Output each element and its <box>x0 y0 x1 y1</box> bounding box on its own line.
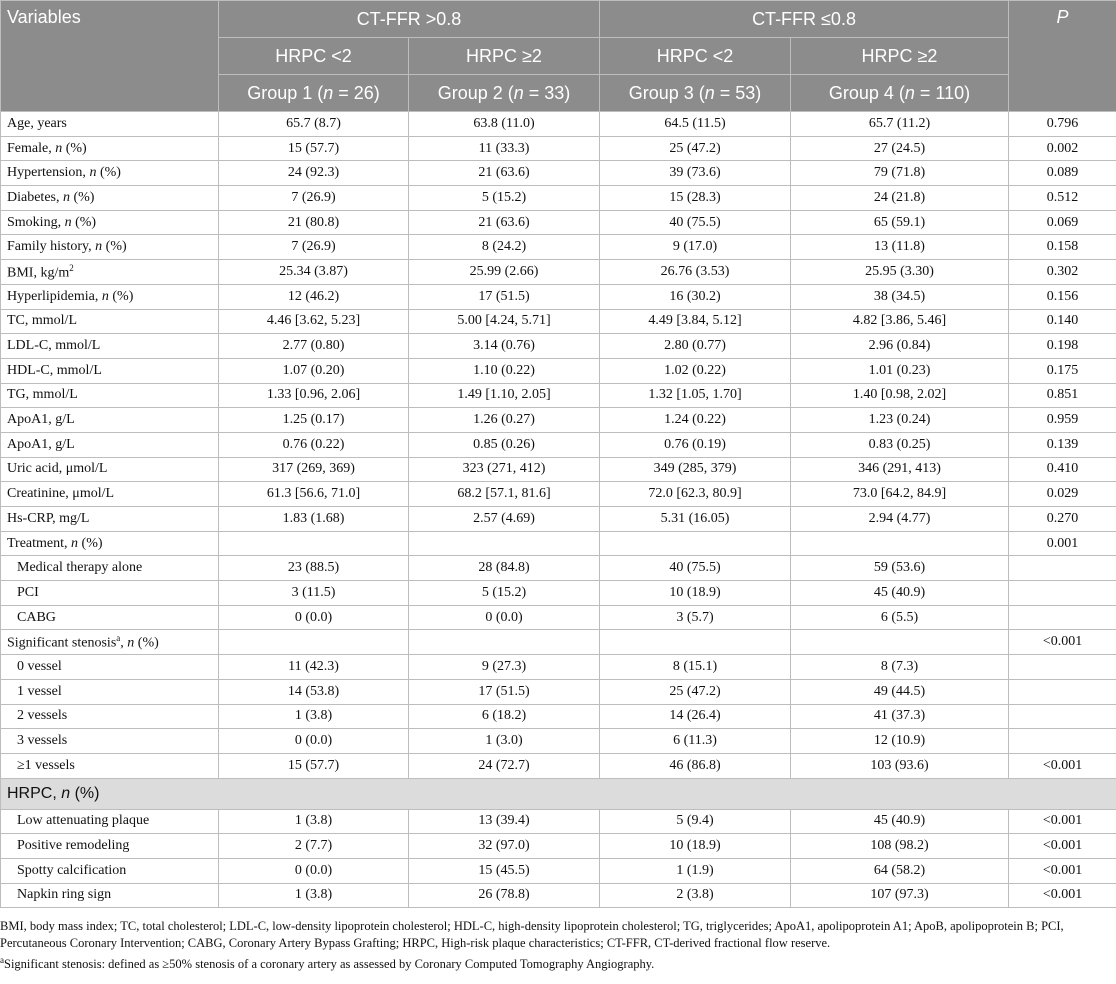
group-2-value: 28 (84.8) <box>409 556 600 581</box>
table-row <box>1 136 1116 161</box>
section-row-hrpc <box>1 778 1116 809</box>
table-row <box>1 432 1116 457</box>
p-value: 0.002 <box>1009 136 1116 161</box>
group-1-value: 1 (3.8) <box>219 809 409 834</box>
group-2-value: 21 (63.6) <box>409 161 600 186</box>
row-label-text: PCI <box>17 584 39 600</box>
row-label <box>1 630 219 655</box>
table-row <box>1 161 1116 186</box>
p-value: 0.069 <box>1009 210 1116 235</box>
group-4-value: 6 (5.5) <box>791 605 1009 630</box>
table-row <box>1 507 1116 532</box>
row-label-text: Female, <box>7 140 56 156</box>
row-label-superscript: 2 <box>69 262 74 273</box>
group-3-value: 46 (86.8) <box>600 753 791 778</box>
hrpc-lt2-header-1: HRPC <2 <box>219 38 409 75</box>
row-label-text: Significant stenosis <box>7 635 117 651</box>
group-1-value: 0 (0.0) <box>219 858 409 883</box>
p-value: <0.001 <box>1009 834 1116 859</box>
group-2-value: 2.57 (4.69) <box>409 507 600 532</box>
group-4-value: 24 (21.8) <box>791 186 1009 211</box>
group-1-header: Group 1 (n = 26) <box>219 75 409 112</box>
group-3-value: 1.02 (0.22) <box>600 358 791 383</box>
row-label-italic: n <box>101 288 109 304</box>
table-row <box>1 186 1116 211</box>
row-label <box>1 358 219 383</box>
table-row <box>1 556 1116 581</box>
row-label <box>1 210 219 235</box>
group-2-value: 1.10 (0.22) <box>409 358 600 383</box>
p-value: 0.140 <box>1009 309 1116 334</box>
row-label-separator: , <box>120 635 128 651</box>
group-1-value: 0 (0.0) <box>219 605 409 630</box>
group-1-value: 0 (0.0) <box>219 729 409 754</box>
group-1-value: 1 (3.8) <box>219 883 409 908</box>
p-value: 0.175 <box>1009 358 1116 383</box>
group-4-value: 8 (7.3) <box>791 655 1009 680</box>
group-3-value: 16 (30.2) <box>600 284 791 309</box>
group-4-value: 64 (58.2) <box>791 858 1009 883</box>
table-row <box>1 729 1116 754</box>
group-2-value: 25.99 (2.66) <box>409 260 600 285</box>
group-4-value: 103 (93.6) <box>791 753 1009 778</box>
row-label <box>1 507 219 532</box>
group-3-value: 4.49 [3.84, 5.12] <box>600 309 791 334</box>
group-1-value: 1.83 (1.68) <box>219 507 409 532</box>
p-value: 0.959 <box>1009 408 1116 433</box>
group-3-value: 25 (47.2) <box>600 679 791 704</box>
group-3-value: 39 (73.6) <box>600 161 791 186</box>
row-label <box>1 112 219 137</box>
group-3-value: 3 (5.7) <box>600 605 791 630</box>
row-label <box>1 334 219 359</box>
group-3-value: 1.32 [1.05, 1.70] <box>600 383 791 408</box>
row-label-text: ≥1 vessels <box>17 757 75 773</box>
group-1-value: 2 (7.7) <box>219 834 409 859</box>
group-4-value: 2.96 (0.84) <box>791 334 1009 359</box>
group-1-value: 12 (46.2) <box>219 284 409 309</box>
p-value: 0.198 <box>1009 334 1116 359</box>
group-3-header: Group 3 (n = 53) <box>600 75 791 112</box>
variables-header: Variables <box>1 1 219 112</box>
section-label-text: HRPC, <box>7 784 62 802</box>
row-label-italic: n <box>55 140 63 156</box>
table-row <box>1 753 1116 778</box>
group-4-header: Group 4 (n = 110) <box>791 75 1009 112</box>
row-label <box>1 704 219 729</box>
group-4-value: 107 (97.3) <box>791 883 1009 908</box>
row-label-superscript: a <box>116 632 121 643</box>
group-3-value: 26.76 (3.53) <box>600 260 791 285</box>
table-body <box>1 112 1116 908</box>
row-label-suffix: (%) <box>96 165 121 181</box>
row-label-text: HDL-C, mmol/L <box>7 362 102 378</box>
row-label-text: TC, mmol/L <box>7 313 77 329</box>
p-value: 0.156 <box>1009 284 1116 309</box>
group-2-value: 1 (3.0) <box>409 729 600 754</box>
group-4-value: 65 (59.1) <box>791 210 1009 235</box>
section-label-italic: n <box>61 784 71 802</box>
row-label-text: ApoA1, g/L <box>7 436 75 452</box>
row-label <box>1 753 219 778</box>
table-row <box>1 383 1116 408</box>
row-label-suffix: (%) <box>69 189 95 205</box>
group-1-value: 23 (88.5) <box>219 556 409 581</box>
row-label-text: 1 vessel <box>17 683 62 699</box>
table-row <box>1 704 1116 729</box>
section-label-suffix: (%) <box>70 784 100 802</box>
p-value: 0.270 <box>1009 507 1116 532</box>
row-label-text: Treatment, <box>7 535 72 551</box>
group-3-value <box>600 531 791 556</box>
group-2-value: 21 (63.6) <box>409 210 600 235</box>
group-2-value <box>409 630 600 655</box>
hrpc-ge2-header-1: HRPC ≥2 <box>409 38 600 75</box>
row-label <box>1 581 219 606</box>
row-label <box>1 284 219 309</box>
row-label-suffix: (%) <box>108 288 134 304</box>
row-label-text: Positive remodeling <box>17 838 130 854</box>
group-2-value <box>409 531 600 556</box>
row-label <box>1 809 219 834</box>
group-4-value <box>791 630 1009 655</box>
group-3-value: 8 (15.1) <box>600 655 791 680</box>
table-row <box>1 210 1116 235</box>
group-3-value: 10 (18.9) <box>600 581 791 606</box>
group-4-value: 73.0 [64.2, 84.9] <box>791 482 1009 507</box>
table-row <box>1 457 1116 482</box>
table-row <box>1 309 1116 334</box>
p-value: <0.001 <box>1009 809 1116 834</box>
group-4-value: 1.01 (0.23) <box>791 358 1009 383</box>
group-2-value: 15 (45.5) <box>409 858 600 883</box>
p-value <box>1009 679 1116 704</box>
p-value: <0.001 <box>1009 630 1116 655</box>
row-label-text: 0 vessel <box>17 658 62 674</box>
group-4-value: 1.23 (0.24) <box>791 408 1009 433</box>
group-1-value: 1.25 (0.17) <box>219 408 409 433</box>
table-row <box>1 605 1116 630</box>
section-label <box>1 778 1116 809</box>
group-3-value: 40 (75.5) <box>600 556 791 581</box>
row-label-text: Low attenuating plaque <box>17 813 150 829</box>
group-2-value: 5 (15.2) <box>409 186 600 211</box>
row-label <box>1 432 219 457</box>
group-1-value: 0.76 (0.22) <box>219 432 409 457</box>
row-label-suffix: (%) <box>78 535 103 551</box>
table-row <box>1 284 1116 309</box>
table-row <box>1 112 1116 137</box>
table-header <box>1 1 1116 112</box>
group-2-value: 6 (18.2) <box>409 704 600 729</box>
row-label <box>1 186 219 211</box>
table-row <box>1 858 1116 883</box>
row-label <box>1 408 219 433</box>
row-label-text: Hs-CRP, mg/L <box>7 510 90 526</box>
group-2-value: 17 (51.5) <box>409 284 600 309</box>
table-row <box>1 334 1116 359</box>
row-label-text: LDL-C, mmol/L <box>7 338 101 354</box>
group-4-value: 45 (40.9) <box>791 581 1009 606</box>
row-label <box>1 161 219 186</box>
table-footnotes <box>0 918 1110 973</box>
group-3-value: 6 (11.3) <box>600 729 791 754</box>
row-label-italic: n <box>95 239 103 255</box>
table-row <box>1 235 1116 260</box>
row-label-text: Diabetes, <box>7 189 63 205</box>
group-1-value: 14 (53.8) <box>219 679 409 704</box>
group-1-value: 15 (57.7) <box>219 753 409 778</box>
table-row <box>1 581 1116 606</box>
group-2-value: 3.14 (0.76) <box>409 334 600 359</box>
row-label <box>1 482 219 507</box>
p-value: 0.158 <box>1009 235 1116 260</box>
row-label-text: Creatinine, μmol/L <box>7 486 115 502</box>
p-value: 0.512 <box>1009 186 1116 211</box>
group-1-value <box>219 531 409 556</box>
group-1-value: 7 (26.9) <box>219 186 409 211</box>
stenosis-footnote: $^a$Significant stenosis: defined as ≥50% stenosis of a coronary artery as assessed by Coronary Computed Tomography Angiography. <box>0 955 655 972</box>
row-label <box>1 679 219 704</box>
row-label-text: CABG <box>17 609 56 625</box>
p-value: <0.001 <box>1009 883 1116 908</box>
group-1-value: 7 (26.9) <box>219 235 409 260</box>
row-label-text: BMI, kg/m <box>7 265 70 281</box>
group-2-value: 24 (72.7) <box>409 753 600 778</box>
hrpc-ge2-header-2: HRPC ≥2 <box>791 38 1009 75</box>
group-2-value: 5 (15.2) <box>409 581 600 606</box>
p-value <box>1009 729 1116 754</box>
group-2-value: 32 (97.0) <box>409 834 600 859</box>
group-2-value: 26 (78.8) <box>409 883 600 908</box>
table-row <box>1 809 1116 834</box>
row-label <box>1 457 219 482</box>
row-label <box>1 605 219 630</box>
row-label-italic: n <box>71 535 79 551</box>
row-label-suffix: (%) <box>134 635 159 651</box>
p-value: 0.139 <box>1009 432 1116 457</box>
p-value: <0.001 <box>1009 858 1116 883</box>
row-label <box>1 655 219 680</box>
p-value <box>1009 581 1116 606</box>
p-value: 0.029 <box>1009 482 1116 507</box>
group-4-value: 27 (24.5) <box>791 136 1009 161</box>
group-1-value: 3 (11.5) <box>219 581 409 606</box>
group-3-value: 0.76 (0.19) <box>600 432 791 457</box>
group-2-header: Group 2 (n = 33) <box>409 75 600 112</box>
row-label <box>1 260 219 285</box>
p-value <box>1009 556 1116 581</box>
group-3-value <box>600 630 791 655</box>
row-label <box>1 531 219 556</box>
group-3-value: 9 (17.0) <box>600 235 791 260</box>
ctffr-high-header: CT-FFR >0.8 <box>219 1 600 38</box>
group-1-value: 25.34 (3.87) <box>219 260 409 285</box>
row-label-text: Family history, <box>7 239 96 255</box>
group-1-value: 4.46 [3.62, 5.23] <box>219 309 409 334</box>
group-2-value: 1.26 (0.27) <box>409 408 600 433</box>
table-row <box>1 630 1116 655</box>
group-3-value: 2.80 (0.77) <box>600 334 791 359</box>
group-3-value: 5 (9.4) <box>600 809 791 834</box>
row-label-suffix: (%) <box>71 214 97 230</box>
row-label <box>1 729 219 754</box>
p-value: 0.796 <box>1009 112 1116 137</box>
group-4-value: 1.40 [0.98, 2.02] <box>791 383 1009 408</box>
group-1-value: 21 (80.8) <box>219 210 409 235</box>
group-1-value: 61.3 [56.6, 71.0] <box>219 482 409 507</box>
row-label-text: TG, mmol/L <box>7 387 78 403</box>
group-4-value: 12 (10.9) <box>791 729 1009 754</box>
row-label-text: Uric acid, μmol/L <box>7 461 108 477</box>
p-value: 0.089 <box>1009 161 1116 186</box>
group-4-value: 4.82 [3.86, 5.46] <box>791 309 1009 334</box>
group-2-value: 323 (271, 412) <box>409 457 600 482</box>
row-label-text: Smoking, <box>7 214 65 230</box>
ctffr-low-header: CT-FFR ≤0.8 <box>600 1 1009 38</box>
p-value: <0.001 <box>1009 753 1116 778</box>
group-1-value <box>219 630 409 655</box>
group-4-value: 49 (44.5) <box>791 679 1009 704</box>
row-label <box>1 235 219 260</box>
group-3-value: 1.24 (0.22) <box>600 408 791 433</box>
row-label-italic: n <box>89 165 97 181</box>
group-3-value: 72.0 [62.3, 80.9] <box>600 482 791 507</box>
p-value <box>1009 605 1116 630</box>
group-1-value: 2.77 (0.80) <box>219 334 409 359</box>
row-label-text: 2 vessels <box>17 708 68 724</box>
group-2-value: 63.8 (11.0) <box>409 112 600 137</box>
group-3-value: 10 (18.9) <box>600 834 791 859</box>
group-2-value: 0 (0.0) <box>409 605 600 630</box>
group-2-value: 68.2 [57.1, 81.6] <box>409 482 600 507</box>
group-3-value: 15 (28.3) <box>600 186 791 211</box>
p-value: 0.410 <box>1009 457 1116 482</box>
row-label <box>1 383 219 408</box>
row-label-italic: n <box>62 189 70 205</box>
row-label-text: Spotty calcification <box>17 862 127 878</box>
group-1-value: 1.33 [0.96, 2.06] <box>219 383 409 408</box>
p-value <box>1009 704 1116 729</box>
group-2-value: 1.49 [1.10, 2.05] <box>409 383 600 408</box>
group-3-value: 14 (26.4) <box>600 704 791 729</box>
row-label <box>1 136 219 161</box>
row-label-italic: n <box>127 635 135 651</box>
group-2-value: 13 (39.4) <box>409 809 600 834</box>
group-3-value: 64.5 (11.5) <box>600 112 791 137</box>
row-label-text: 3 vessels <box>17 733 68 749</box>
row-label-text: Napkin ring sign <box>17 887 112 903</box>
row-label-italic: n <box>64 214 72 230</box>
group-4-value: 346 (291, 413) <box>791 457 1009 482</box>
group-3-value: 40 (75.5) <box>600 210 791 235</box>
group-1-value: 65.7 (8.7) <box>219 112 409 137</box>
group-3-value: 5.31 (16.05) <box>600 507 791 532</box>
group-4-value <box>791 531 1009 556</box>
group-4-value: 79 (71.8) <box>791 161 1009 186</box>
group-4-value: 25.95 (3.30) <box>791 260 1009 285</box>
group-4-value: 45 (40.9) <box>791 809 1009 834</box>
group-3-value: 25 (47.2) <box>600 136 791 161</box>
row-label <box>1 834 219 859</box>
row-label <box>1 309 219 334</box>
p-value: 0.302 <box>1009 260 1116 285</box>
group-4-value: 13 (11.8) <box>791 235 1009 260</box>
row-label-suffix: (%) <box>102 239 127 255</box>
abbreviation-footnote: BMI, body mass index; TC, total cholesterol; LDL-C, low-density lipoprotein cholesterol; HDL-C, high-density lipoprotein cholesterol; TG, triglycerides; ApoA1, apolipoprotein A1; ApoB, apolipoprotein B; PCI, Percutaneous Coronary Intervention; CABG, Coronary Artery Bypass Grafting; HRPC, High-risk plaque characteristics; CT-FFR, CT-derived fractional flow reserve. <box>0 919 1064 950</box>
group-2-value: 11 (33.3) <box>409 136 600 161</box>
group-2-value: 17 (51.5) <box>409 679 600 704</box>
p-value: 0.001 <box>1009 531 1116 556</box>
group-1-value: 11 (42.3) <box>219 655 409 680</box>
table-row <box>1 679 1116 704</box>
group-4-value: 2.94 (4.77) <box>791 507 1009 532</box>
row-label-suffix: (%) <box>62 140 87 156</box>
table-row <box>1 531 1116 556</box>
hrpc-lt2-header-2: HRPC <2 <box>600 38 791 75</box>
table-row <box>1 883 1116 908</box>
p-value: 0.851 <box>1009 383 1116 408</box>
row-label-text: Hyperlipidemia, <box>7 288 102 304</box>
group-2-value: 0.85 (0.26) <box>409 432 600 457</box>
table-row <box>1 260 1116 285</box>
group-4-value: 38 (34.5) <box>791 284 1009 309</box>
group-2-value: 5.00 [4.24, 5.71] <box>409 309 600 334</box>
group-4-value: 65.7 (11.2) <box>791 112 1009 137</box>
group-2-value: 8 (24.2) <box>409 235 600 260</box>
group-1-value: 1.07 (0.20) <box>219 358 409 383</box>
group-4-value: 59 (53.6) <box>791 556 1009 581</box>
group-4-value: 41 (37.3) <box>791 704 1009 729</box>
table-row <box>1 482 1116 507</box>
p-value <box>1009 655 1116 680</box>
group-4-value: 0.83 (0.25) <box>791 432 1009 457</box>
group-1-value: 1 (3.8) <box>219 704 409 729</box>
group-2-value: 9 (27.3) <box>409 655 600 680</box>
table-row <box>1 834 1116 859</box>
row-label <box>1 556 219 581</box>
group-1-value: 24 (92.3) <box>219 161 409 186</box>
group-3-value: 349 (285, 379) <box>600 457 791 482</box>
group-4-value: 108 (98.2) <box>791 834 1009 859</box>
table-row <box>1 655 1116 680</box>
table-row <box>1 408 1116 433</box>
row-label <box>1 858 219 883</box>
group-1-value: 317 (269, 369) <box>219 457 409 482</box>
row-label-text: Medical therapy alone <box>17 560 143 576</box>
row-label <box>1 883 219 908</box>
group-1-value: 15 (57.7) <box>219 136 409 161</box>
row-label-text: ApoA1, g/L <box>7 412 75 428</box>
row-label-text: Age, years <box>7 115 67 131</box>
group-3-value: 1 (1.9) <box>600 858 791 883</box>
group-3-value: 2 (3.8) <box>600 883 791 908</box>
row-label-text: Hypertension, <box>7 165 90 181</box>
p-value-header: P <box>1009 1 1116 112</box>
table-row <box>1 358 1116 383</box>
